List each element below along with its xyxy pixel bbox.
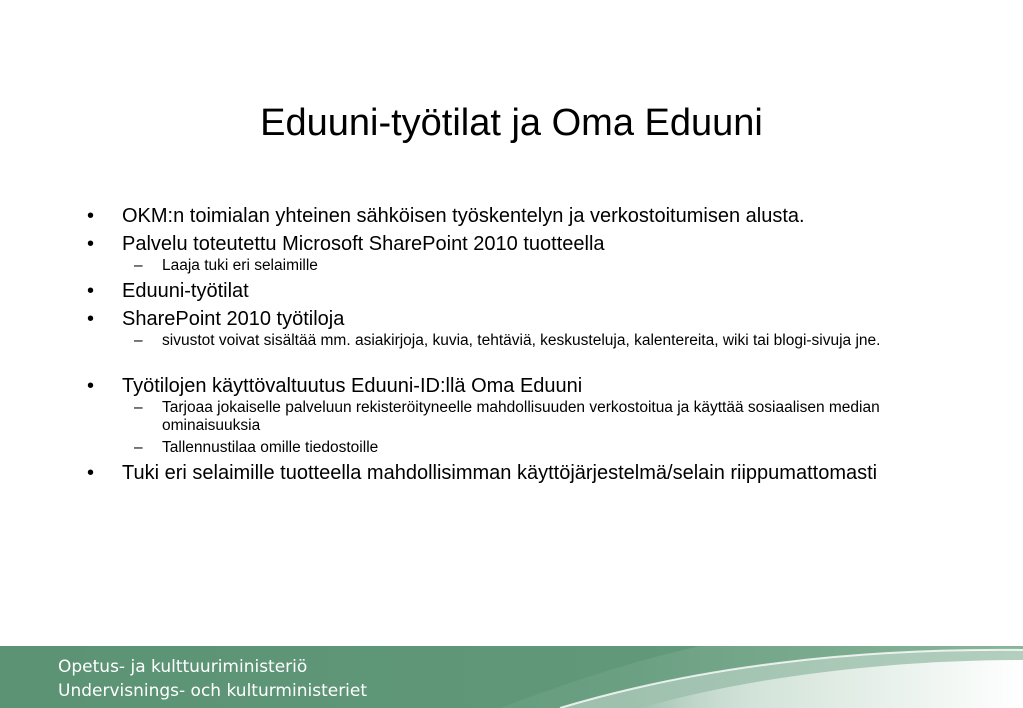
- dash-icon: –: [134, 439, 143, 456]
- sub-list-item-text: Tarjoaa jokaiselle palveluun rekisteröityneelle mahdollisuuden verkostoitua ja käyttää sosiaalisen median ominaisuuksia: [162, 399, 880, 434]
- list-item-text: Tuki eri selaimille tuotteella mahdollisimman käyttöjärjestelmä/selain riippumattomasti: [122, 462, 878, 484]
- list-item: [82, 204, 952, 228]
- bullet-list: [82, 204, 952, 489]
- list-item-text: OKM:n toimialan yhteinen sähköisen työskentelyn ja verkostoitumisen alusta.: [122, 205, 805, 227]
- sub-list: [122, 332, 952, 350]
- sub-list-item-text: sivustot voivat sisältää mm. asiakirjoja, kuvia, tehtäviä, keskusteluja, kalentereita, wiki tai blogi-sivuja jne.: [162, 332, 881, 349]
- spacer: [82, 354, 952, 374]
- sub-list-item-text: Laaja tuki eri selaimille: [162, 257, 318, 274]
- sub-list-item: [122, 439, 952, 457]
- bullet-icon: •: [87, 308, 95, 330]
- bullet-icon: •: [87, 280, 95, 302]
- bullet-icon: •: [87, 205, 95, 227]
- slide-title: Eduuni-työtilat ja Oma Eduuni: [260, 102, 763, 144]
- ministry-name-sv: Undervisnings- och kulturministeriet: [58, 681, 368, 701]
- sub-list-item: [122, 399, 952, 435]
- list-item: [82, 279, 952, 303]
- list-item-text: Eduuni-työtilat: [122, 280, 249, 302]
- list-item-text: SharePoint 2010 työtiloja: [122, 308, 345, 330]
- bullet-icon: •: [87, 462, 95, 484]
- list-item: [82, 307, 952, 350]
- sub-list: [122, 257, 952, 275]
- list-item: [82, 232, 952, 275]
- sub-list-item-text: Tallennustilaa omille tiedostoille: [162, 439, 379, 456]
- dash-icon: –: [134, 332, 143, 349]
- list-item: [82, 374, 952, 457]
- dash-icon: –: [134, 399, 143, 416]
- sub-list: [122, 399, 952, 457]
- dash-icon: –: [134, 257, 143, 274]
- bullet-icon: •: [87, 375, 95, 397]
- ministry-name-fi: Opetus- ja kulttuuriministeriö: [58, 657, 308, 677]
- bullet-icon: •: [87, 233, 95, 255]
- list-item-text: Työtilojen käyttövaltuutus Eduuni-ID:llä Oma Eduuni: [122, 375, 583, 397]
- sub-list-item: [122, 332, 952, 350]
- list-item-text: Palvelu toteutettu Microsoft SharePoint 2010 tuotteella: [122, 233, 605, 255]
- list-item: [82, 461, 952, 485]
- sub-list-item: [122, 257, 952, 275]
